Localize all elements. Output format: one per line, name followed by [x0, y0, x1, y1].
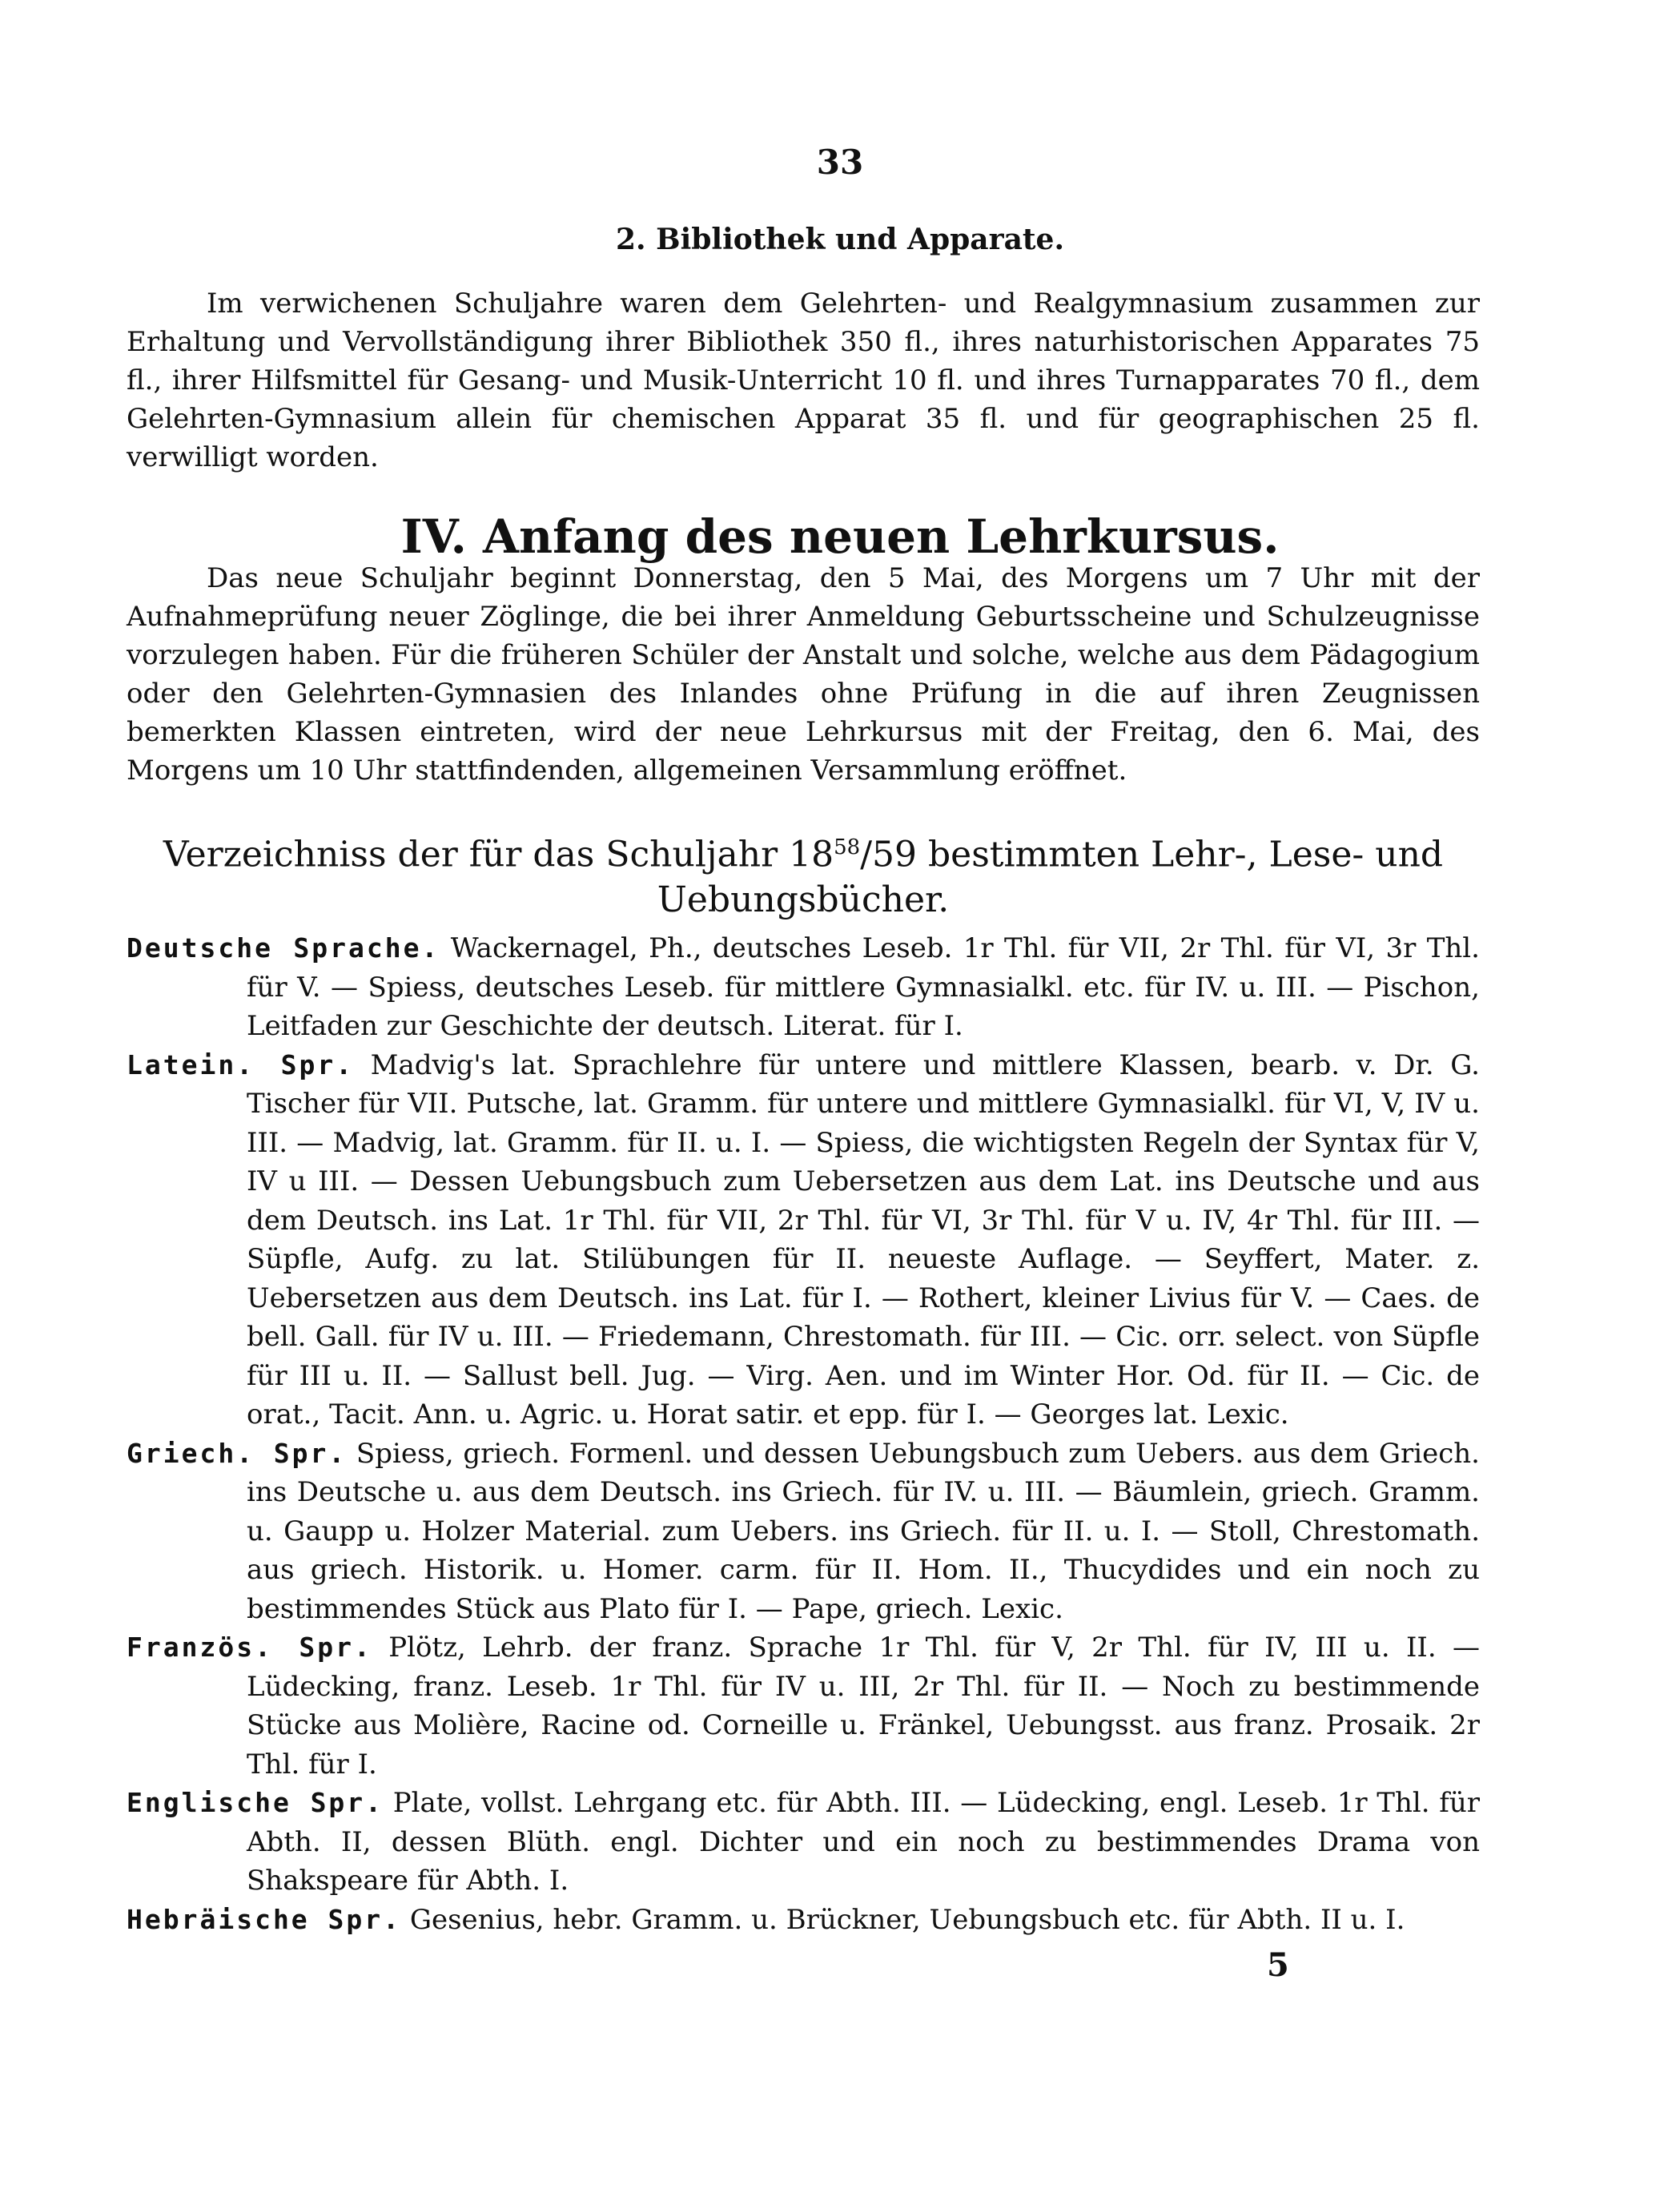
- list-item: [127, 1901, 1480, 1940]
- signature-mark: 5: [1267, 1946, 1289, 1984]
- subject-books: Spiess, griech. Formenl. und dessen Uebungsbuch zum Uebers. aus dem Griech. ins Deutsche u. aus dem Deutsch. ins Griech. für IV. u. III. — Bäumlein, griech. Gramm. u. Gaupp u. Holzer Material. zum Uebers. ins Griech. für II. u. I. — Stoll, Chrestomath. aus griech. Historik. u. Homer. carm. für II. Hom. II., Thucydides und ein noch zu bestimmendes Stück aus Plato für I. — Pape, griech. Lexic.: [247, 1437, 1480, 1625]
- list-item: [127, 1784, 1480, 1901]
- section-heading-library: [0, 223, 1680, 256]
- course-section: [127, 559, 1480, 790]
- subject-label: Hebräische Spr.: [127, 1903, 402, 1935]
- booklist-title-before: Verzeichniss der für das Schuljahr 18: [163, 834, 834, 875]
- section-title: Anfang des neuen Lehrkursus.: [482, 509, 1280, 564]
- subject-label: Griech. Spr.: [127, 1437, 348, 1469]
- subject-books: Madvig's lat. Sprachlehre für untere und mittlere Klassen, bearb. v. Dr. G. Tischer für VII. Putsche, lat. Gramm. für untere und mittlere Gymnasialkl. für VI, V, IV u. III. — Madvig, lat. Gramm. für II. u. I. — Spiess, die wichtigsten Regeln der Syntax für V, IV u III. — Dessen Uebungsbuch zum Uebersetzen aus dem Lat. ins Deutsche und aus dem Deutsch. ins Lat. 1r Thl. für VII, 2r Thl. für VI, 3r Thl. für V u. IV, 4r Thl. für III. — Süpfle, Aufg. zu lat. Stilübungen für II. neueste Auflage. — Seyffert, Mater. z. Uebersetzen aus dem Deutsch. ins Lat. für I. — Rothert, kleiner Livius für V. — Caes. de bell. Gall. für IV u. III. — Friedemann, Chrestomath. für III. — Cic. orr. select. von Süpfle für III u. II. — Sallust bell. Jug. — Virg. Aen. und im Winter Hor. Od. für II. — Cic. de orat., Tacit. Ann. u. Agric. u. Horat satir. et epp. für I. — Georges lat. Lexic.: [247, 1048, 1480, 1430]
- section-heading-course: [0, 509, 1680, 564]
- list-item: [127, 1435, 1480, 1629]
- list-item: [127, 1628, 1480, 1784]
- section-number: IV.: [400, 509, 467, 564]
- subject-label: Englische Spr.: [127, 1787, 384, 1818]
- subject-books: Wackernagel, Ph., deutsches Leseb. 1r Thl. für VII, 2r Thl. für VI, 3r Thl. für V. — Spiess, deutsches Leseb. für mittlere Gymnasialkl. etc. für IV. u. III. — Pischon, Leitfaden zur Geschichte der deutsch. Literat. für I.: [247, 932, 1480, 1042]
- booklist-title-after: /59 bestimmten Lehr-, Lese- und Uebungsbücher.: [657, 834, 1444, 920]
- subject-label: Französ. Spr.: [127, 1632, 372, 1663]
- booklist-title-sup: 58: [834, 835, 861, 859]
- course-paragraph: Das neue Schuljahr beginnt Donnerstag, den 5 Mai, des Morgens um 7 Uhr mit der Aufnahmeprüfung neuer Zöglinge, die bei ihrer Anmeldung Geburtsscheine und Schulzeugnisse vorzulegen haben. Für die früheren Schüler der Anstalt und solche, welche aus dem Pädagogium oder den Gelehrten-Gymnasien des Inlandes ohne Prüfung in die auf ihren Zeugnissen bemerkten Klassen eintreten, wird der neue Lehrkursus mit der Freitag, den 6. Mai, des Morgens um 10 Uhr stattfindenden, allgemeinen Versammlung eröffnet.: [127, 562, 1480, 787]
- list-item: [127, 929, 1480, 1046]
- library-section: [127, 284, 1480, 477]
- subject-label: Latein. Spr.: [127, 1048, 355, 1080]
- subject-books: Plate, vollst. Lehrgang etc. für Abth. III. — Lüdecking, engl. Leseb. 1r Thl. für Abth. II, dessen Blüth. engl. Dichter und ein noch zu bestimmendes Drama von Shakspeare für Abth. I.: [247, 1787, 1480, 1897]
- page-number: 33: [816, 143, 864, 182]
- list-item: [127, 1046, 1480, 1435]
- library-paragraph: Im verwichenen Schuljahre waren dem Gelehrten- und Realgymnasium zusammen zur Erhaltung und Vervollständigung ihrer Bibliothek 350 fl., ihres naturhistorischen Apparates 75 fl., ihrer Hilfsmittel für Gesang- und Musik-Unterricht 10 fl. und ihres Turnapparates 70 fl., dem Gelehrten-Gymnasium allein für chemischen Apparat 35 fl. und für geographischen 25 fl. verwilligt worden.: [127, 288, 1480, 473]
- subject-books: Gesenius, hebr. Gramm. u. Brückner, Uebungsbuch etc. für Abth. II u. I.: [409, 1903, 1405, 1936]
- section-title: Bibliothek und Apparate.: [656, 223, 1064, 256]
- section-number: 2.: [616, 223, 646, 256]
- subject-label: Deutsche Sprache.: [127, 932, 440, 964]
- booklist-title: [127, 825, 1480, 923]
- booklist: [127, 929, 1480, 1939]
- subject-books: Plötz, Lehrb. der franz. Sprache 1r Thl. für V, 2r Thl. für IV, III u. II. — Lüdecking, franz. Leseb. 1r Thl. für IV u. III, 2r Thl. für II. — Noch zu bestimmende Stücke aus Molière, Racine od. Corneille u. Fränkel, Uebungsst. aus franz. Prosaik. 2r Thl. für I.: [247, 1632, 1481, 1781]
